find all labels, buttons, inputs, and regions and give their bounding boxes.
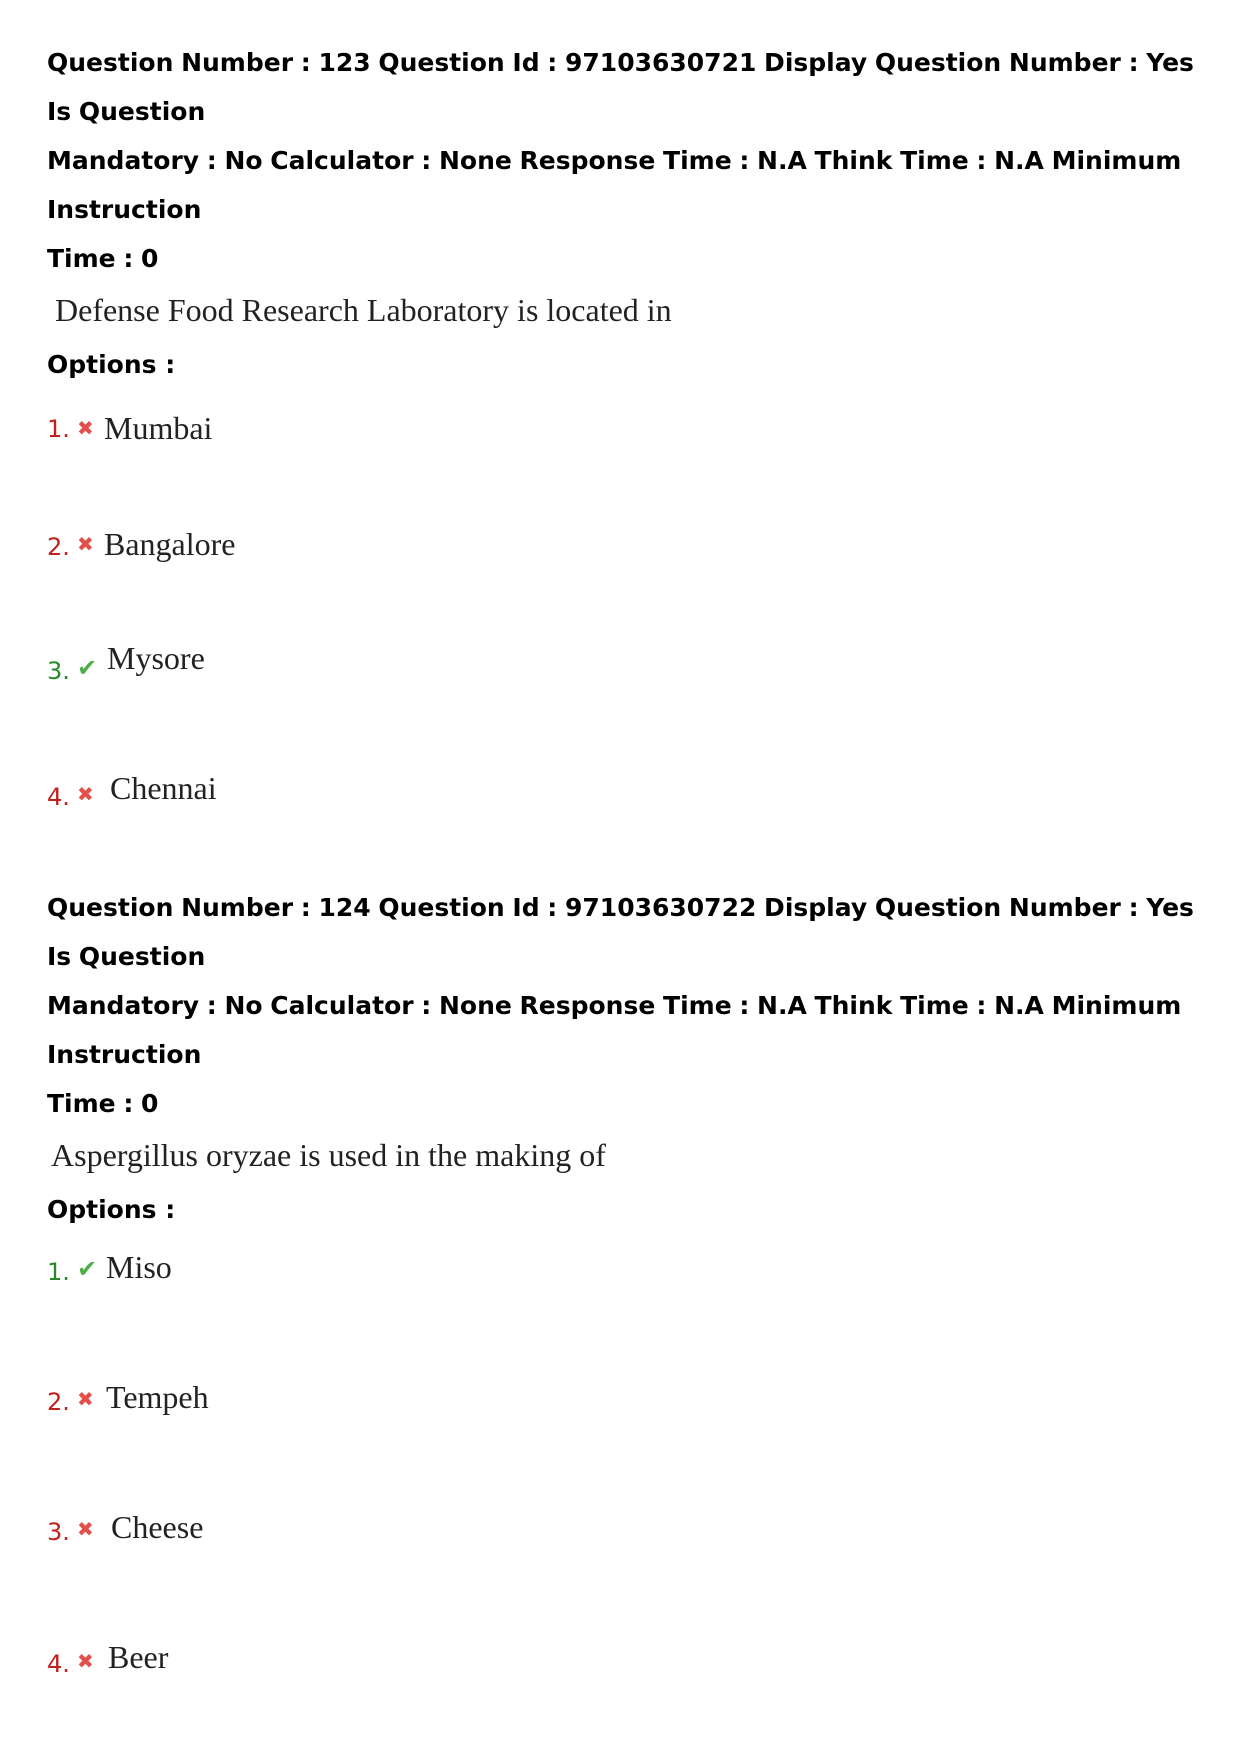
option-number: 4.: [47, 1650, 70, 1678]
question-text: Defense Food Research Laboratory is located in: [55, 292, 672, 328]
option-item: [47, 631, 1207, 761]
cross-icon: ✖: [77, 1387, 94, 1411]
question-block-123: [47, 38, 1207, 891]
cross-icon: ✖: [77, 782, 94, 806]
option-number: 2.: [47, 533, 70, 561]
option-number: 1.: [47, 1258, 70, 1286]
option-item: [47, 1360, 1207, 1490]
option-number: 1.: [47, 415, 70, 443]
option-item: [47, 1490, 1207, 1622]
check-icon: ✔: [77, 654, 98, 682]
options-list: [47, 1230, 1207, 1752]
option-text: Mumbai: [104, 410, 213, 446]
cross-icon: ✖: [77, 1649, 94, 1673]
options-label: Options :: [47, 1195, 176, 1224]
option-number: 3.: [47, 657, 70, 685]
option-item: [47, 1622, 1207, 1752]
check-icon: ✔: [77, 1255, 98, 1283]
cross-icon: ✖: [77, 1517, 94, 1541]
question-block-124: [47, 883, 1207, 1752]
option-text: Mysore: [107, 640, 205, 676]
option-number: 4.: [47, 783, 70, 811]
option-item: [47, 761, 1207, 891]
option-text: Cheese: [111, 1509, 204, 1545]
options-label: Options :: [47, 350, 176, 379]
question-meta-line: Time : 0: [47, 1089, 159, 1118]
question-meta-line: Mandatory : No Calculator : None Response Time : N.A Think Time : N.A Minimum Instruction: [47, 146, 1182, 224]
options-list: [47, 385, 1207, 891]
option-text: Beer: [108, 1639, 169, 1675]
question-meta-line: Mandatory : No Calculator : None Response Time : N.A Think Time : N.A Minimum Instruction: [47, 991, 1182, 1069]
option-text: Chennai: [110, 770, 217, 806]
question-meta-line: Question Number : 123 Question Id : 97103630721 Display Question Number : Yes Is Question: [47, 48, 1194, 126]
option-text: Tempeh: [106, 1379, 209, 1415]
question-meta-line: Question Number : 124 Question Id : 97103630722 Display Question Number : Yes Is Question: [47, 893, 1194, 971]
cross-icon: ✖: [77, 416, 94, 440]
option-item: [47, 1230, 1207, 1360]
option-text: Miso: [106, 1249, 172, 1285]
option-number: 2.: [47, 1388, 70, 1416]
question-text: Aspergillus oryzae is used in the making of: [51, 1137, 606, 1173]
option-text: Bangalore: [104, 526, 236, 562]
option-item: [47, 385, 1207, 507]
cross-icon: ✖: [77, 532, 94, 556]
option-item: [47, 507, 1207, 631]
option-number: 3.: [47, 1518, 70, 1546]
question-meta-line: Time : 0: [47, 244, 159, 273]
